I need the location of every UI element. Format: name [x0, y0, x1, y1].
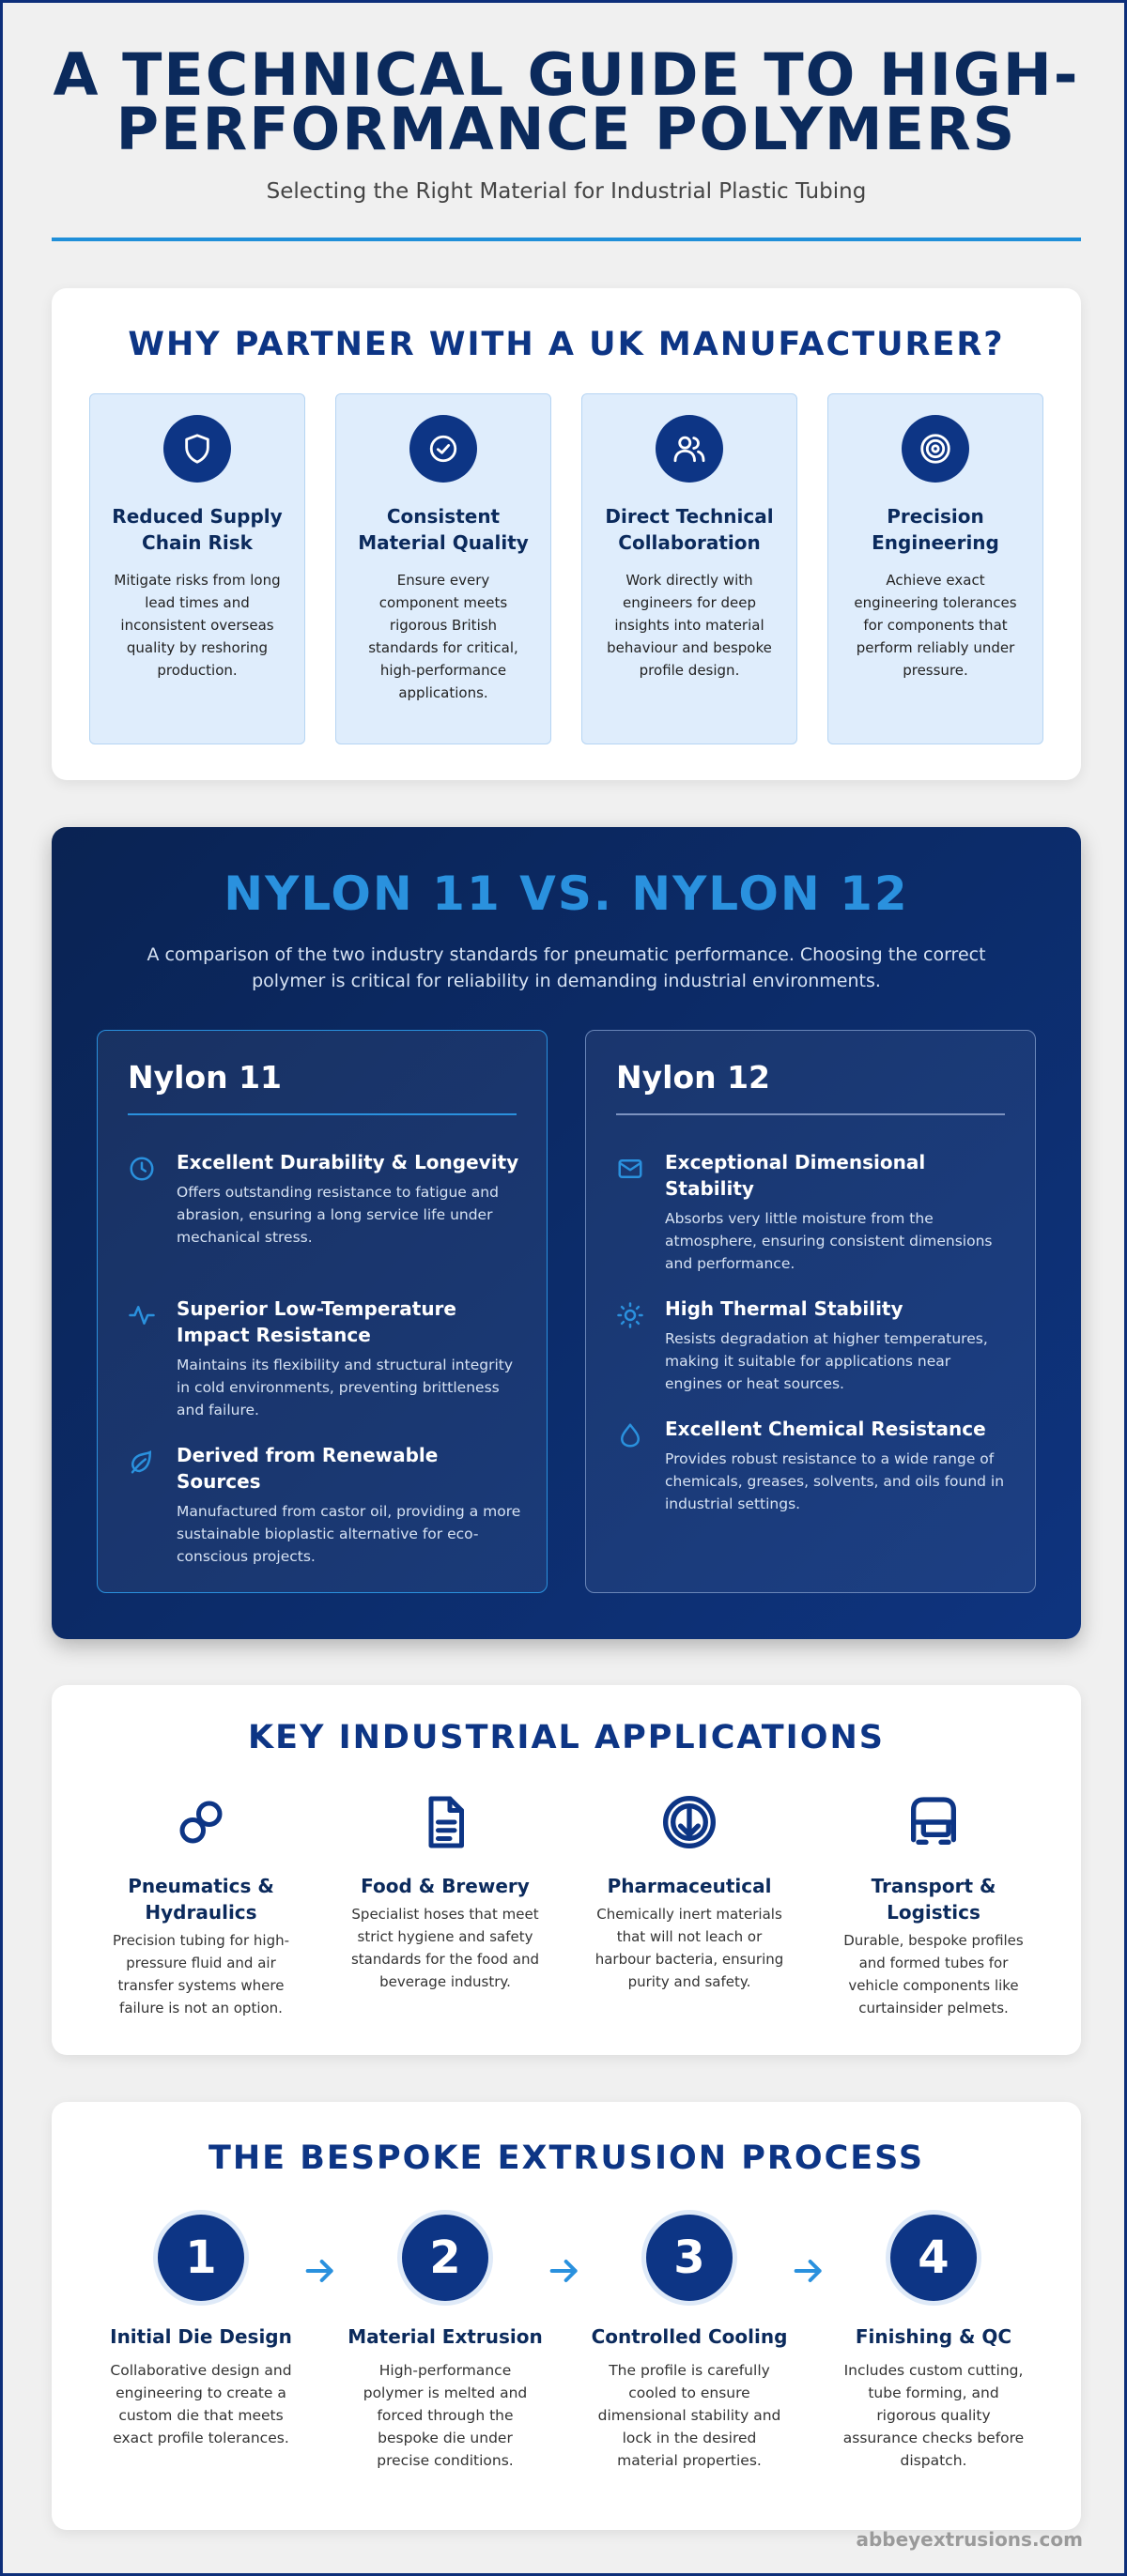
- feature-chemical-resistance: [616, 1416, 1011, 1515]
- step-title: Finishing & QC: [855, 2325, 1012, 2348]
- down-arrow-circle-icon: [572, 1788, 807, 1856]
- applications-title: KEY INDUSTRIAL APPLICATIONS: [248, 1719, 885, 1756]
- process-title: THE BESPOKE EXTRUSION PROCESS: [208, 2139, 925, 2177]
- droplet-icon: [616, 1421, 644, 1449]
- feature-text: Resists degradation at higher temperatures, making it suitable for applications near engines or heat sources.: [665, 1330, 988, 1392]
- app-text: Durable, bespoke profiles and formed tubes for vehicle components like curtainsider pelmets.: [843, 1932, 1024, 2016]
- page-subtitle: Selecting the Right Material for Industrial Plastic Tubing: [266, 179, 867, 204]
- envelope-icon: [616, 1155, 644, 1183]
- app-pneumatics: [84, 1788, 318, 2019]
- why-card-title: Precision Engineering: [872, 505, 999, 554]
- nylon-intro: A comparison of the two industry standards for pneumatic performance. Choosing the correct polymer is critical for reliability in demanding industrial environments.: [147, 944, 986, 991]
- nylon-section-title: NYLON 11 VS. NYLON 12: [224, 866, 909, 921]
- clock-icon: [128, 1155, 156, 1183]
- feature-text: Offers outstanding resistance to fatigue and abrasion, ensuring a long service life under mechanical stress.: [177, 1184, 499, 1246]
- app-text: Precision tubing for high-pressure fluid and air transfer systems where failure is not an option.: [112, 1932, 290, 2016]
- step-number: 1: [158, 2215, 244, 2301]
- nylon-12-panel: [585, 1030, 1036, 1593]
- app-title: Pharmaceutical: [607, 1875, 772, 1897]
- step-title: Initial Die Design: [110, 2325, 292, 2348]
- step-number: 4: [890, 2215, 977, 2301]
- target-icon: [902, 415, 969, 483]
- process-section: [52, 2102, 1081, 2530]
- nylon-11-divider: [128, 1113, 517, 1115]
- leaf-icon: [128, 1448, 156, 1476]
- process-step-3: [567, 2215, 811, 2472]
- why-card-title: Consistent Material Quality: [358, 505, 529, 554]
- nylon-11-title: Nylon 11: [128, 1059, 283, 1096]
- why-card-text: Achieve exact engineering tolerances for components that perform reliably under pressure.: [854, 572, 1017, 679]
- app-title: Food & Brewery: [361, 1875, 530, 1897]
- app-transport: [816, 1788, 1051, 2019]
- pulse-icon: [128, 1301, 156, 1329]
- nylon-comparison-section: [52, 827, 1081, 1639]
- why-card-text: Ensure every component meets rigorous British standards for critical, high-performance applications.: [368, 572, 518, 701]
- step-text: Collaborative design and engineering to create a custom die that meets exact profile tolerances.: [110, 2362, 292, 2446]
- feature-title: Superior Low-Temperature Impact Resistance: [177, 1297, 456, 1346]
- feature-dimensional-stability: [616, 1149, 1011, 1275]
- process-step-2: [323, 2215, 567, 2472]
- feature-title: Excellent Chemical Resistance: [665, 1418, 986, 1440]
- why-card-title: Direct Technical Collaboration: [605, 505, 774, 554]
- feature-durability: [128, 1149, 522, 1249]
- header: [3, 40, 1127, 204]
- users-icon: [656, 415, 723, 483]
- feature-renewable: [128, 1442, 522, 1568]
- why-card-collaboration: [581, 393, 797, 744]
- feature-thermal-stability: [616, 1296, 1011, 1395]
- app-title: Pneumatics & Hydraulics: [128, 1875, 274, 1924]
- feature-title: Exceptional Dimensional Stability: [665, 1151, 926, 1200]
- nylon-12-title: Nylon 12: [616, 1059, 771, 1096]
- header-divider: [52, 238, 1081, 241]
- step-text: The profile is carefully cooled to ensure dimensional stability and lock in the desired material properties.: [597, 2362, 781, 2469]
- nylon-12-divider: [616, 1113, 1005, 1115]
- app-pharmaceutical: [572, 1788, 807, 1993]
- feature-text: Manufactured from castor oil, providing a more sustainable bioplastic alternative for eco-conscious projects.: [177, 1503, 521, 1565]
- feature-low-temp: [128, 1296, 522, 1421]
- process-step-4: [811, 2215, 1056, 2472]
- step-title: Controlled Cooling: [591, 2325, 788, 2348]
- process-step-1: [79, 2215, 323, 2449]
- link-icon: [84, 1788, 318, 1856]
- nylon-11-panel: [97, 1030, 548, 1593]
- step-number: 3: [646, 2215, 733, 2301]
- feature-text: Provides robust resistance to a wide range of chemicals, greases, solvents, and oils found in industrial settings.: [665, 1450, 1005, 1512]
- footer-website: abbeyextrusions.com: [856, 2528, 1083, 2551]
- step-title: Material Extrusion: [347, 2325, 543, 2348]
- why-partner-section: [52, 288, 1081, 780]
- applications-section: [52, 1685, 1081, 2055]
- why-grid: [89, 393, 1043, 744]
- step-text: High-performance polymer is melted and forced through the bespoke die under precise conditions.: [363, 2362, 528, 2469]
- truck-icon: [816, 1788, 1051, 1856]
- page-title: A TECHNICAL GUIDE TO HIGH-PERFORMANCE POLYMERS: [53, 40, 1080, 163]
- why-card-supply-chain: [89, 393, 305, 744]
- document-icon: [328, 1788, 563, 1856]
- shield-icon: [163, 415, 231, 483]
- why-card-text: Mitigate risks from long lead times and inconsistent overseas quality by reshoring production.: [114, 572, 281, 679]
- why-section-title: WHY PARTNER WITH A UK MANUFACTURER?: [128, 326, 1005, 363]
- app-title: Transport & Logistics: [871, 1875, 996, 1924]
- why-card-text: Work directly with engineers for deep insights into material behaviour and bespoke profile design.: [607, 572, 772, 679]
- why-card-title: Reduced Supply Chain Risk: [112, 505, 283, 554]
- check-circle-icon: [409, 415, 477, 483]
- feature-title: High Thermal Stability: [665, 1297, 903, 1320]
- feature-text: Absorbs very little moisture from the atmosphere, ensuring consistent dimensions and performance.: [665, 1210, 993, 1272]
- app-text: Specialist hoses that meet strict hygiene and safety standards for the food and beverage industry.: [350, 1906, 540, 1990]
- feature-title: Excellent Durability & Longevity: [177, 1151, 519, 1173]
- app-text: Chemically inert materials that will not leach or harbour bacteria, ensuring purity and safety.: [594, 1906, 784, 1990]
- app-food-brewery: [328, 1788, 563, 1993]
- sun-icon: [616, 1301, 644, 1329]
- step-text: Includes custom cutting, tube forming, and rigorous quality assurance checks before dispatch.: [842, 2362, 1025, 2469]
- why-card-quality: [335, 393, 551, 744]
- feature-text: Maintains its flexibility and structural integrity in cold environments, preventing brittleness and failure.: [177, 1357, 514, 1418]
- feature-title: Derived from Renewable Sources: [177, 1444, 439, 1493]
- step-number: 2: [402, 2215, 488, 2301]
- why-card-precision: [827, 393, 1043, 744]
